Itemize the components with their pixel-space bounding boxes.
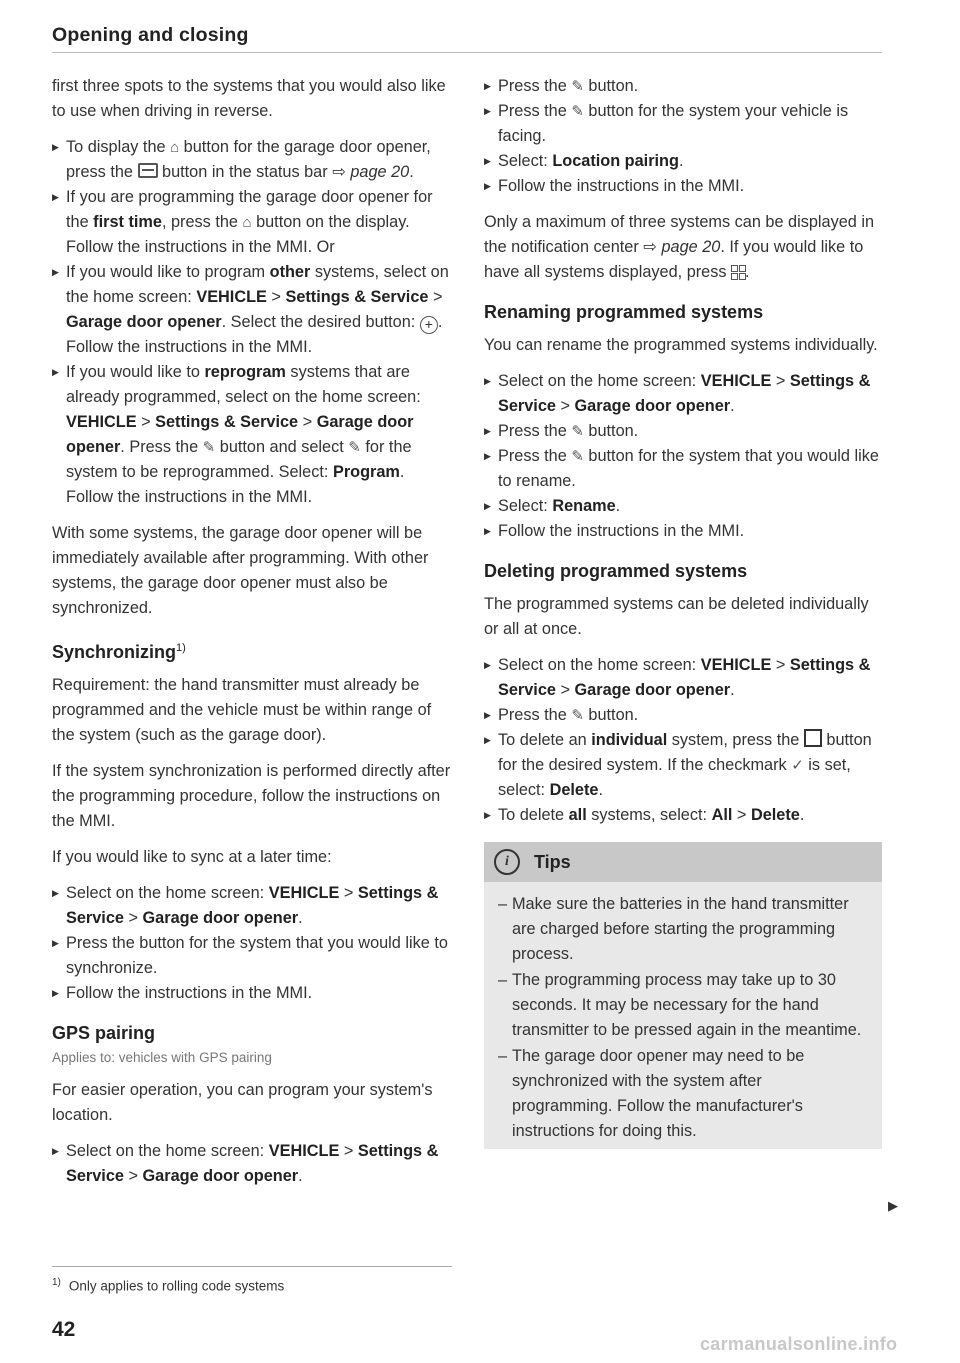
garage-icon: ⌂ bbox=[170, 139, 180, 156]
tip-item: – Make sure the batteries in the hand transmitter are charged before starting the programming process. bbox=[498, 892, 864, 967]
left-column bbox=[52, 74, 452, 1200]
deleting-heading: Deleting programmed systems bbox=[484, 561, 748, 581]
sync-direct: If the system synchronization is performed directly after the programming procedure, follow the instructions on the MMI. bbox=[52, 762, 451, 830]
step-item: ▶ Follow the instructions in the MMI. bbox=[52, 981, 452, 1006]
step-item: ▶ Select on the home screen: VEHICLE > Settings & Service > Garage door opener. bbox=[52, 881, 452, 931]
edit-list-icon: ✎ bbox=[202, 439, 216, 456]
sync-later: If you would like to sync at a later time: bbox=[52, 848, 332, 866]
step-item: ▶ To delete an individual system, press the button for the desired system. If the checkmark ✓ is set, select: Delete. bbox=[484, 728, 882, 803]
watermark: carmanualsonline.info bbox=[700, 1334, 898, 1354]
grid-icon bbox=[731, 265, 745, 279]
gps-steps-continued bbox=[484, 74, 882, 199]
step-item: ▶ Select on the home screen: VEHICLE > Settings & Service > Garage door opener. bbox=[484, 369, 882, 419]
step-item: ▶ Press the ✎ button for the system your vehicle is facing. bbox=[484, 99, 882, 149]
gps-applies: Applies to: vehicles with GPS pairing bbox=[52, 1050, 272, 1065]
renaming-steps bbox=[484, 369, 882, 544]
footnote-divider bbox=[52, 1266, 452, 1267]
tips-header bbox=[484, 842, 882, 882]
tips-title: Tips bbox=[534, 851, 571, 872]
checkmark-icon: ✓ bbox=[791, 757, 804, 774]
plus-icon: + bbox=[420, 316, 438, 334]
deleting-steps bbox=[484, 653, 882, 828]
synchronizing-heading: Synchronizing$^{1)}$ bbox=[52, 642, 186, 662]
footnote-text: Only applies to rolling code systems bbox=[68, 1278, 285, 1294]
renaming-heading: Renaming programmed systems bbox=[484, 302, 764, 322]
garage-icon: ⌂ bbox=[242, 214, 252, 231]
footnote-mark: 1) bbox=[52, 1277, 61, 1288]
step-item: ▶ Select: Rename. bbox=[484, 494, 882, 519]
programming-steps bbox=[52, 135, 452, 510]
step-item: ▶ Press the ✎ button. bbox=[484, 703, 882, 728]
step-item: ▶ Press the ✎ button for the system that you would like to rename. bbox=[484, 444, 882, 494]
step-item: ▶ Follow the instructions in the MMI. bbox=[484, 519, 882, 544]
edit-list-icon: ✎ bbox=[571, 707, 584, 724]
info-icon: i bbox=[494, 849, 520, 875]
tip-item: – The garage door opener may need to be synchronized with the system after programming. Follow the manufacturer's instructions for doing this. bbox=[498, 1044, 864, 1144]
edit-list-icon: ✎ bbox=[571, 423, 584, 440]
step-item: ▶ If you would like to reprogram systems that are already programmed, select on the home screen: VEHICLE > Settings & Service > Garage door opener. Press the ✎ button and select ✎ for the system to be reprogrammed. Select: Program. Follow the instructions in the MMI. bbox=[52, 360, 452, 510]
sync-steps bbox=[52, 881, 452, 1006]
tips-box bbox=[484, 842, 882, 1149]
tip-item: – The programming process may take up to 30 seconds. It may be necessary for the hand transmitter to be pressed again in the meantime. bbox=[498, 968, 864, 1043]
footnote-ref: 1) bbox=[176, 642, 186, 654]
status-bar-icon bbox=[138, 163, 158, 178]
step-item: ▶ Press the button for the system that you would like to synchronize. bbox=[52, 931, 452, 981]
right-column bbox=[484, 74, 882, 1149]
section-title: Opening and closing bbox=[52, 24, 249, 46]
step-item: ▶ Select on the home screen: VEHICLE > Settings & Service > Garage door opener. bbox=[52, 1139, 452, 1189]
step-item: ▶ If you are programming the garage door opener for the first time, press the ⌂ button on the display. Follow the instructions in the MMI. Or bbox=[52, 185, 452, 260]
step-item: ▶ If you would like to program other systems, select on the home screen: VEHICLE > Settings & Service > Garage door opener. Select the desired button: + . Follow the instructions in the MMI. bbox=[52, 260, 452, 360]
sync-requirement: Requirement: the hand transmitter must already be programmed and the vehicle must be within range of the system (such as the garage door). bbox=[52, 676, 432, 744]
step-item: ▶ Press the ✎ button. bbox=[484, 74, 882, 99]
step-item: ▶ Select: Location pairing. bbox=[484, 149, 882, 174]
page-number: 42 bbox=[52, 1318, 76, 1341]
pencil-icon: ✎ bbox=[348, 439, 361, 456]
step-item: ▶ To delete all systems, select: All > Delete. bbox=[484, 803, 882, 828]
step-item: ▶ To display the ⌂ button for the garage door opener, press the button in the status bar ⇨ page 20. bbox=[52, 135, 452, 185]
edit-list-icon: ✎ bbox=[571, 78, 584, 95]
pencil-icon: ✎ bbox=[571, 448, 584, 465]
sync-note-paragraph: With some systems, the garage door opener will be immediately available after programming. With other systems, the garage door opener must also be synchronized. bbox=[52, 524, 429, 617]
continue-arrow-icon: ▶ bbox=[888, 1198, 898, 1213]
gps-steps bbox=[52, 1139, 452, 1189]
gps-heading: GPS pairing bbox=[52, 1023, 156, 1043]
step-item: ▶ Select on the home screen: VEHICLE > Settings & Service > Garage door opener. bbox=[484, 653, 882, 703]
page-header bbox=[52, 24, 882, 53]
step-item: ▶ Press the ✎ button. bbox=[484, 419, 882, 444]
notification-paragraph: Only a maximum of three systems can be displayed in the notification center ⇨ page 20. If you would like to have all systems displayed, press . bbox=[484, 213, 875, 281]
gps-paragraph: For easier operation, you can program your system's location. bbox=[52, 1081, 433, 1124]
tips-list bbox=[484, 882, 882, 1149]
checkbox-icon bbox=[804, 729, 822, 747]
deleting-paragraph: The programmed systems can be deleted individually or all at once. bbox=[484, 595, 869, 638]
renaming-paragraph: You can rename the programmed systems individually. bbox=[484, 336, 878, 354]
step-item: ▶ Follow the instructions in the MMI. bbox=[484, 174, 882, 199]
intro-paragraph: first three spots to the systems that you would also like to use when driving in reverse. bbox=[52, 77, 446, 120]
footnote bbox=[52, 1277, 284, 1294]
pencil-icon: ✎ bbox=[571, 103, 584, 120]
